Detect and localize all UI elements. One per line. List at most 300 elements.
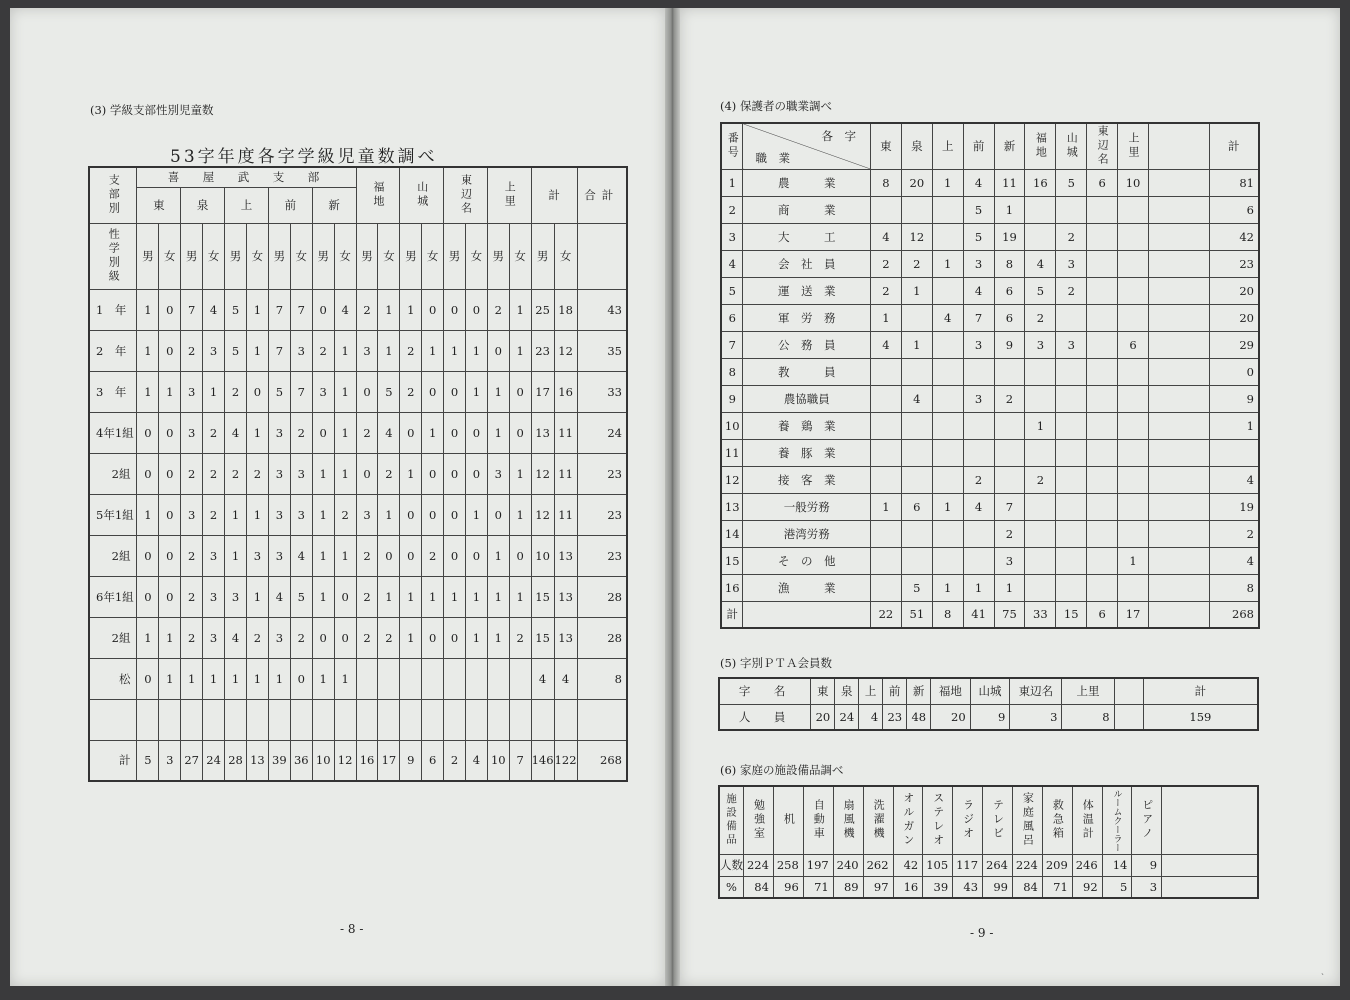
col-header-yamagusuku: 山城 (400, 167, 444, 223)
table-cell: 2 (290, 617, 312, 658)
row-grand-total: 28 (577, 617, 627, 658)
book-gutter (665, 8, 680, 986)
table-row (721, 466, 1259, 493)
table-cell: 5 (963, 196, 994, 223)
occupation-number: 15 (721, 547, 743, 574)
occupation-number: 7 (721, 331, 743, 358)
table-cell (1056, 493, 1087, 520)
pta-total-header: 計 (1143, 678, 1258, 704)
table-cell (901, 304, 932, 331)
table-cell: 2 (181, 535, 203, 576)
table-cell: 10 (1118, 169, 1149, 196)
table-cell (1118, 385, 1149, 412)
col-header-blank (1148, 123, 1209, 169)
table-cell (932, 358, 963, 385)
facility-count: 262 (863, 854, 893, 876)
table-cell: 1 (225, 535, 247, 576)
table-cell: 7 (994, 493, 1025, 520)
row-label: 4年1組 (89, 412, 137, 453)
row-grand-total: 24 (577, 412, 627, 453)
blank-cell (1148, 250, 1209, 277)
table-cell: 1 (1118, 547, 1149, 574)
table-cell: 4 (870, 223, 901, 250)
table-cell (901, 439, 932, 466)
table-cell: 5 (225, 289, 247, 330)
table-cell: 2 (901, 250, 932, 277)
table-cell: 0 (159, 289, 181, 330)
table-cell (378, 658, 400, 699)
row-grand-total: 8 (577, 658, 627, 699)
sex-header-female: 女 (378, 223, 400, 289)
pta-col-header: 新 (907, 678, 931, 704)
table-cell: 24 (203, 740, 225, 781)
table-cell: 3 (203, 576, 225, 617)
table-cell (1118, 439, 1149, 466)
table-cell: 22 (870, 601, 901, 628)
table-cell (1056, 385, 1087, 412)
table-cell (356, 699, 378, 740)
table-cell: 1 (932, 169, 963, 196)
table-cell (225, 699, 247, 740)
table-cell (465, 658, 487, 699)
table-cell: 1 (312, 453, 334, 494)
facility-percent: 5 (1102, 876, 1132, 898)
table-cell: 2 (203, 412, 225, 453)
table-cell: 1 (509, 330, 531, 371)
table-cell: 6 (901, 493, 932, 520)
table-cell: 15 (1056, 601, 1087, 628)
table-cell: 2 (356, 289, 378, 330)
table-row (89, 699, 627, 740)
corner-mark: ˏ (1321, 966, 1324, 976)
table-cell: 7 (963, 304, 994, 331)
table-cell: 17 (1118, 601, 1149, 628)
occupation-name: 港湾労務 (743, 520, 871, 547)
occupation-number: 2 (721, 196, 743, 223)
sex-header-female: 女 (203, 223, 225, 289)
section-heading-5: (5) 字別ＰＴＡ会員数 (720, 656, 832, 670)
table-cell: 2 (378, 453, 400, 494)
table-cell: 3 (268, 412, 290, 453)
table-cell (1025, 493, 1056, 520)
table-cell: 1 (246, 576, 268, 617)
table-cell (1056, 304, 1087, 331)
pta-value: 20 (931, 704, 971, 730)
facility-percent: 96 (773, 876, 803, 898)
table-cell: 122 (554, 740, 577, 781)
table-cell (1087, 196, 1118, 223)
sex-header-male: 男 (400, 223, 422, 289)
table-cell: 2 (356, 617, 378, 658)
table-cell (932, 223, 963, 250)
table-cell: 0 (312, 617, 334, 658)
table-cell: 1 (312, 535, 334, 576)
table-cell: 1 (994, 574, 1025, 601)
facility-percent: 84 (1012, 876, 1042, 898)
blank-cell (1148, 466, 1209, 493)
sex-header-female: 女 (465, 223, 487, 289)
occupation-name: 農協職員 (743, 385, 871, 412)
occupation-name: 漁 業 (743, 574, 871, 601)
occupation-number: 計 (721, 601, 743, 628)
table-cell: 0 (444, 535, 466, 576)
blank-cell (1148, 304, 1209, 331)
table-row (721, 331, 1259, 358)
table-cell: 12 (334, 740, 356, 781)
table-cell (290, 699, 312, 740)
table-cell (963, 439, 994, 466)
table-cell (1025, 547, 1056, 574)
sex-header-female: 女 (422, 223, 444, 289)
table-cell: 0 (422, 494, 444, 535)
table-cell: 1 (246, 412, 268, 453)
blank-cell (1148, 223, 1209, 250)
facility-count: 258 (773, 854, 803, 876)
table-cell: 13 (531, 412, 554, 453)
table-cell (963, 358, 994, 385)
table-cell: 13 (554, 535, 577, 576)
table-cell (246, 699, 268, 740)
table-cell (901, 196, 932, 223)
table-cell: 1 (378, 289, 400, 330)
table-cell: 0 (159, 535, 181, 576)
table-cell: 2 (225, 453, 247, 494)
table-cell: 2 (356, 412, 378, 453)
occupation-name: 大 工 (743, 223, 871, 250)
table-cell (1025, 358, 1056, 385)
sex-header-female: 女 (554, 223, 577, 289)
row-grand-total: 43 (577, 289, 627, 330)
row-total: 1 (1209, 412, 1259, 439)
diag-header-occupation: 職 業 (755, 150, 790, 165)
facility-col-header: 家庭風呂 (1012, 786, 1042, 854)
table-cell (1056, 412, 1087, 439)
table-cell: 2 (422, 535, 444, 576)
table-cell: 1 (400, 617, 422, 658)
table-cell: 1 (334, 371, 356, 412)
table-cell: 1 (246, 658, 268, 699)
table-cell: 0 (312, 289, 334, 330)
table-cell: 2 (1056, 223, 1087, 250)
pta-value: 24 (835, 704, 859, 730)
table-row (721, 574, 1259, 601)
table-row (89, 740, 627, 781)
table-cell: 2 (994, 520, 1025, 547)
occupation-number: 6 (721, 304, 743, 331)
facility-row-count-label: 人数 (719, 854, 744, 876)
table-cell: 1 (422, 330, 444, 371)
table-cell (994, 439, 1025, 466)
facility-percent: 89 (833, 876, 863, 898)
table-cell: 2 (203, 453, 225, 494)
blank-cell (1148, 520, 1209, 547)
pta-col-header: 山城 (970, 678, 1010, 704)
col-header-fukuchi: 福地 (1025, 123, 1056, 169)
table-cell (1056, 439, 1087, 466)
table-row (721, 520, 1259, 547)
table-cell (1087, 412, 1118, 439)
table-cell: 6 (422, 740, 444, 781)
sex-header-male: 男 (137, 223, 159, 289)
table-row (721, 412, 1259, 439)
table-cell (870, 547, 901, 574)
table-cell (932, 520, 963, 547)
table-cell: 2 (1056, 277, 1087, 304)
table-cell: 0 (400, 494, 422, 535)
table-cell (1087, 574, 1118, 601)
table-cell: 19 (994, 223, 1025, 250)
table-cell: 0 (444, 289, 466, 330)
facility-corner: 施設備品 (719, 786, 744, 854)
table-cell (932, 547, 963, 574)
table-cell: 3 (487, 453, 509, 494)
facility-col-header: ステレオ (923, 786, 953, 854)
table-cell: 2 (356, 535, 378, 576)
table-cell: 5 (137, 740, 159, 781)
table-cell: 4 (225, 617, 247, 658)
sex-header-male: 男 (531, 223, 554, 289)
table-cell (1118, 358, 1149, 385)
row-label: 2組 (89, 535, 137, 576)
facility-col-header: 洗濯機 (863, 786, 893, 854)
table-cell (1118, 250, 1149, 277)
row-total: 2 (1209, 520, 1259, 547)
table-cell: 4 (932, 304, 963, 331)
pta-value: 3 (1010, 704, 1062, 730)
table-cell: 3 (290, 453, 312, 494)
table-cell (1118, 412, 1149, 439)
facility-col-header: ピアノ (1132, 786, 1162, 854)
row-grand-total: 23 (577, 453, 627, 494)
facility-count: 9 (1132, 854, 1162, 876)
table-cell: 2 (181, 576, 203, 617)
table-cell: 0 (137, 658, 159, 699)
occupation-name (743, 601, 871, 628)
row-grand-total: 23 (577, 494, 627, 535)
col-header-grand-total: 合計 (577, 167, 627, 223)
table-cell: 0 (444, 371, 466, 412)
table-cell: 1 (137, 494, 159, 535)
table-cell: 0 (444, 617, 466, 658)
sex-header-male: 男 (356, 223, 378, 289)
table-cell: 1 (203, 371, 225, 412)
row-total: 29 (1209, 331, 1259, 358)
diag-header-area: 各 字 (821, 129, 856, 143)
table-cell: 3 (246, 535, 268, 576)
table-cell (901, 412, 932, 439)
table-cell (994, 412, 1025, 439)
pta-col-header: 東 (811, 678, 835, 704)
table-cell: 39 (268, 740, 290, 781)
table-cell (1025, 574, 1056, 601)
row-label: 5年1組 (89, 494, 137, 535)
table-cell: 3 (356, 494, 378, 535)
pta-value: 4 (859, 704, 883, 730)
table-cell (1056, 574, 1087, 601)
table-cell: 25 (531, 289, 554, 330)
table-cell: 7 (268, 330, 290, 371)
table-cell: 10 (487, 740, 509, 781)
table-cell (1056, 358, 1087, 385)
table-cell (1118, 466, 1149, 493)
table-cell: 1 (465, 576, 487, 617)
table-cell: 2 (1025, 304, 1056, 331)
table-cell: 4 (963, 493, 994, 520)
table-cell: 3 (181, 371, 203, 412)
pta-col-header: 上 (859, 678, 883, 704)
table-cell: 41 (963, 601, 994, 628)
occupation-name: 接 客 業 (743, 466, 871, 493)
table-cell: 28 (225, 740, 247, 781)
occupation-number: 12 (721, 466, 743, 493)
table-cell: 12 (554, 330, 577, 371)
col-header-shin: 新 (994, 123, 1025, 169)
table-cell: 3 (290, 494, 312, 535)
facility-count: 240 (833, 854, 863, 876)
facility-percent: 3 (1132, 876, 1162, 898)
table-cell: 3 (963, 250, 994, 277)
table-cell: 11 (994, 169, 1025, 196)
table-cell: 18 (554, 289, 577, 330)
table-cell: 0 (422, 617, 444, 658)
table-cell: 3 (268, 453, 290, 494)
table-cell (932, 196, 963, 223)
occupation-name: 運 送 業 (743, 277, 871, 304)
sex-header-male: 男 (487, 223, 509, 289)
pta-members-table (718, 677, 1259, 731)
table-row (721, 358, 1259, 385)
table-cell (400, 699, 422, 740)
table-cell: 3 (268, 494, 290, 535)
table-cell: 1 (444, 576, 466, 617)
col-header-izumi: 泉 (901, 123, 932, 169)
col-header-mae: 前 (963, 123, 994, 169)
table-cell: 1 (181, 658, 203, 699)
table-cell: 5 (268, 371, 290, 412)
table-cell: 1 (312, 494, 334, 535)
occupation-name: 養 鶏 業 (743, 412, 871, 439)
table-cell: 1 (487, 371, 509, 412)
pta-blank (1114, 704, 1143, 730)
table-cell: 1 (400, 289, 422, 330)
table-cell: 1 (137, 289, 159, 330)
table-cell (1025, 439, 1056, 466)
sex-header-female: 女 (290, 223, 312, 289)
table-cell (932, 385, 963, 412)
table-cell: 0 (159, 494, 181, 535)
row-label: 松 (89, 658, 137, 699)
table-cell: 4 (531, 658, 554, 699)
blank-cell (1148, 412, 1209, 439)
table-cell: 1 (378, 576, 400, 617)
table-cell: 2 (994, 385, 1025, 412)
facility-blank (1162, 786, 1258, 854)
table-cell: 0 (400, 412, 422, 453)
table-cell: 1 (246, 494, 268, 535)
row-label: 6年1組 (89, 576, 137, 617)
occupation-name: 養 豚 業 (743, 439, 871, 466)
row-total: 4 (1209, 547, 1259, 574)
table-cell: 0 (137, 535, 159, 576)
row-total: 9 (1209, 385, 1259, 412)
row-grand-total: 268 (577, 740, 627, 781)
page-number-right: - 9 - (970, 926, 994, 940)
table-cell: 1 (487, 617, 509, 658)
table-row (721, 547, 1259, 574)
table-cell: 6 (994, 277, 1025, 304)
col-header-yamagusuku: 山城 (1056, 123, 1087, 169)
row-total: 81 (1209, 169, 1259, 196)
table-cell: 1 (444, 330, 466, 371)
table-cell: 1 (225, 494, 247, 535)
table-cell: 33 (1025, 601, 1056, 628)
table-cell: 1 (509, 576, 531, 617)
table-cell (1087, 304, 1118, 331)
facility-count: 209 (1042, 854, 1072, 876)
row-total: 6 (1209, 196, 1259, 223)
table-cell: 13 (246, 740, 268, 781)
table-cell: 1 (137, 371, 159, 412)
col-header-mae: 前 (268, 187, 312, 223)
sex-header-male: 男 (444, 223, 466, 289)
table-cell (1056, 547, 1087, 574)
blank-cell (1148, 277, 1209, 304)
facility-col-header: 扇風機 (833, 786, 863, 854)
occupation-name: 会 社 員 (743, 250, 871, 277)
table-cell (932, 466, 963, 493)
blank-cell (1148, 493, 1209, 520)
col-header-total: 計 (1209, 123, 1259, 169)
occupation-name: 公 務 員 (743, 331, 871, 358)
sex-header-male: 男 (181, 223, 203, 289)
row-total: 23 (1209, 250, 1259, 277)
table-cell: 2 (509, 617, 531, 658)
table-cell: 0 (465, 535, 487, 576)
col-header-ue: 上 (932, 123, 963, 169)
table-cell (1118, 493, 1149, 520)
table-cell (1025, 520, 1056, 547)
table-cell (378, 699, 400, 740)
table-cell: 17 (378, 740, 400, 781)
table-cell: 2 (444, 740, 466, 781)
section-heading-4: (4) 保護者の職業調べ (720, 99, 832, 113)
table-cell: 2 (1025, 466, 1056, 493)
table-cell: 20 (901, 169, 932, 196)
table-cell (870, 412, 901, 439)
table-cell: 5 (290, 576, 312, 617)
sex-header-male: 男 (268, 223, 290, 289)
table-cell: 0 (246, 371, 268, 412)
table-cell: 2 (963, 466, 994, 493)
table-cell (1087, 547, 1118, 574)
table-cell: 3 (203, 330, 225, 371)
table-row (89, 576, 627, 617)
table-cell (1087, 385, 1118, 412)
table-cell (870, 196, 901, 223)
table-row (721, 304, 1259, 331)
table-cell: 36 (290, 740, 312, 781)
table-cell: 2 (312, 330, 334, 371)
branch-group-header: 喜 屋 武 支 部 (137, 167, 356, 187)
table-cell: 1 (487, 412, 509, 453)
table-cell: 7 (509, 740, 531, 781)
table-cell: 1 (268, 658, 290, 699)
row-label: 2組 (89, 617, 137, 658)
table-cell: 0 (159, 453, 181, 494)
table-cell: 0 (465, 289, 487, 330)
table-cell (181, 699, 203, 740)
pta-header-label: 字 名 (719, 678, 811, 704)
